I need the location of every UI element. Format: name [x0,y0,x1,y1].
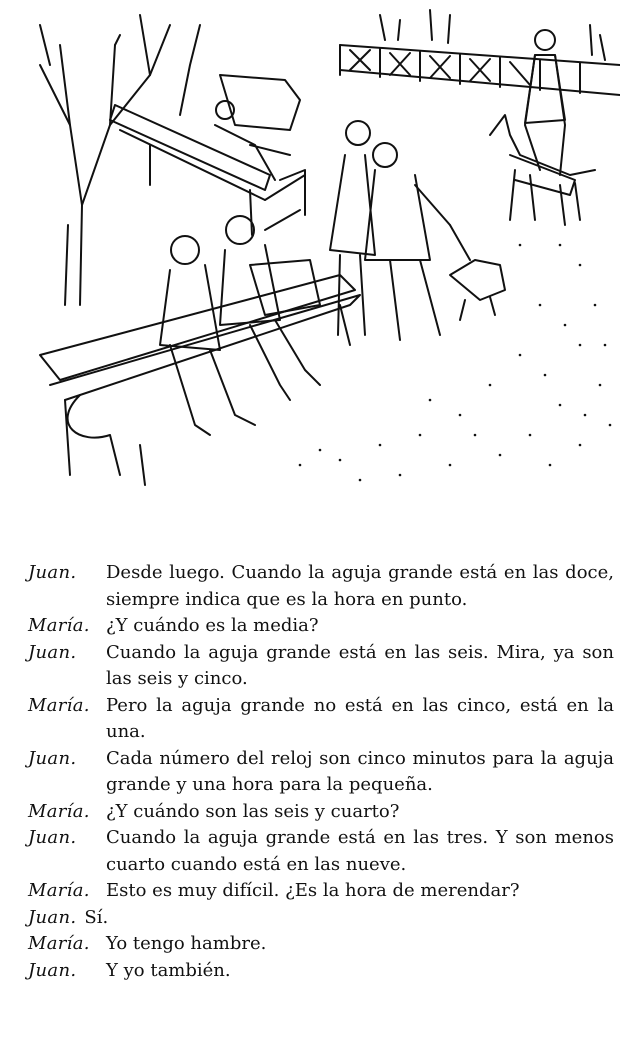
speaker-name: Juan. [28,747,77,769]
dialogue-text: Cada número del reloj son cinco minutos para la aguja grande y una hora para la pequeña. [106,747,614,795]
dialogue-text: Desde luego. Cuando la aguja grande está en las doce, siempre indica que es la hora en punto. [106,562,614,610]
dialogue-line [28,931,614,958]
standing-man [525,30,565,175]
dialogue-text: Esto es muy difícil. ¿Es la hora de merendar? [106,880,520,901]
dialogue-line [28,958,614,985]
dialogue-line [28,905,614,932]
park-illustration [20,5,620,495]
dialogue-line [28,613,614,640]
man-with-newspaper [215,75,300,180]
speaker-name: Juan. [28,562,77,583]
speaker-name: María. [28,880,90,901]
dialogue-text: ¿Y cuándo es la media? [106,615,319,636]
dialogue-text: Y yo también. [106,959,231,981]
dialogue [28,560,614,984]
dialogue-text: ¿Y cuándo son las seis y cuarto? [106,800,400,822]
speaker-name: Juan. [28,827,77,848]
speaker-name: Juan. [28,641,77,663]
speaker-name: Juan. [28,959,77,981]
dialogue-line [28,640,614,693]
speaker-name: Juan. [28,906,77,928]
dialogue-text: Pero la aguja grande no está en las cinco, está en la una. [106,694,614,742]
dialogue-line [28,693,614,746]
dialogue-text: Sí. [84,906,109,928]
dialogue-text: Yo tengo hambre. [106,933,267,954]
girls-walking [330,121,450,340]
dialogue-line [28,560,614,613]
dialogue-text: Cuando la aguja grande está en las seis. Mira, ya son las seis y cinco. [106,641,614,689]
dialogue-line [28,825,614,878]
speaker-name: María. [28,800,90,822]
back-bench [110,105,305,235]
speaker-name: María. [28,615,90,636]
dialogue-line [28,878,614,905]
dialogue-text: Cuando la aguja grande está en las tres. Y son menos cuarto cuando está en las nueve. [106,827,614,875]
dog-right [490,115,595,225]
speaker-name: María. [28,694,90,716]
dialogue-line [28,746,614,799]
fence [340,10,620,95]
speaker-name: María. [28,933,90,954]
small-dog [450,225,505,320]
dialogue-line [28,799,614,826]
